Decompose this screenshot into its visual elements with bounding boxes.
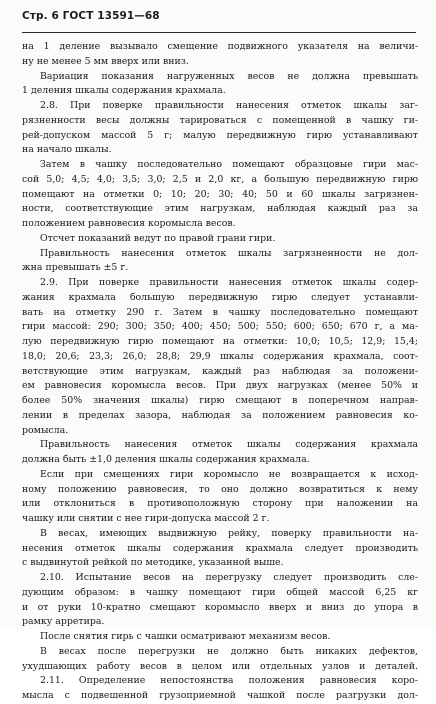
text-line: 2.8. При поверке правильности нанесения отметок шкалы заг- bbox=[40, 100, 418, 111]
text-line: В весах после перегрузки не должно быть никаких дефектов, bbox=[40, 645, 418, 657]
text-line: жания крахмала большую передвижную гирю следует устанавли- bbox=[22, 291, 418, 303]
text-line: После снятия гирь с чашки осматривают механизм весов. bbox=[40, 631, 331, 642]
text-line: Отсчет показаний ведут по правой грани гири. bbox=[40, 232, 276, 244]
text-line: вать на отметку 290 г. Затем в чашку последовательно помещают bbox=[22, 306, 418, 318]
text-line: 2.10. Испытание весов на перегрузку следует производить сле- bbox=[40, 572, 418, 583]
text-line: гири массой: 290; 300; 350; 400; 450; 500; 550; 600; 650; 670 г, а ма- bbox=[22, 321, 418, 333]
text-line: ухудшающих работу весов в целом или отдельных узлов и деталей. bbox=[22, 660, 418, 672]
document-body bbox=[22, 40, 418, 704]
text-line: чашку или снятии с нее гири-допуска массой 2 г. bbox=[22, 513, 270, 524]
text-line: более 50% значения шкалы) гирю смещают в поперечном направ- bbox=[22, 395, 418, 406]
text-line: 18,0; 20,6; 23,3; 26,0; 28,8; 29,9 шкалы содержания крахмала, соот- bbox=[22, 350, 418, 362]
text-line: Если при смещениях гири коромысло не возвращается к исход- bbox=[40, 468, 418, 480]
text-line: мысла с подвешенной грузоприемной чашкой после разгрузки дол- bbox=[22, 690, 418, 701]
text-line: Вариация показания нагруженных весов не должна превышать bbox=[40, 70, 418, 82]
text-line: рей-допуском массой 5 г; малую передвижную гирю устанавливают bbox=[22, 129, 418, 141]
text-line: и от руки 10-кратно смещают коромысло вверх и вниз до упора в bbox=[22, 601, 418, 613]
text-line: с выдвинутой рейкой по методике, указанной выше. bbox=[22, 557, 284, 569]
text-line: помещают на отметки 0; 10; 20; 30; 40; 50 и 60 шкалы загрязнен- bbox=[22, 188, 418, 200]
text-line: ромысла. bbox=[22, 424, 69, 436]
text-line: 1 деления шкалы содержания крахмала. bbox=[22, 85, 226, 97]
text-line: ем равновесия коромысла весов. При двух нагрузках (менее 50% и bbox=[22, 380, 418, 392]
text-line: ному положению равновесия, то оно должно возвратиться к нему bbox=[22, 483, 418, 495]
text-line: на начало шкалы. bbox=[22, 144, 112, 156]
text-line: несения отметок шкалы содержания крахмала следует производить bbox=[22, 542, 418, 554]
text-line: Правильность нанесения отметок шкалы содержания крахмала bbox=[40, 439, 418, 451]
text-line: лую передвижную гирю помещают на отметки: 10,0; 10,5; 12,9; 15,4; bbox=[22, 336, 418, 347]
text-line: или отклониться в противоположную сторону при наложении на bbox=[22, 498, 418, 510]
text-line: лении в пределах зазора, наблюдая за положением равновесия ко- bbox=[22, 409, 418, 421]
text-line: должна быть ±1,0 деления шкалы содержания крахмала. bbox=[22, 454, 310, 465]
page-header: Стр. 6 ГОСТ 13591—68 bbox=[22, 10, 160, 22]
text-line: ну не менее 5 мм вверх или вниз. bbox=[22, 55, 189, 67]
text-line: ности, соответствующие этим нагрузкам, наблюдая каждый раз за bbox=[22, 203, 418, 215]
text-line: жна превышать ±5 г. bbox=[22, 262, 129, 274]
text-line: рязненности весы должны тарироваться с помещенной в чашку ги- bbox=[22, 114, 418, 126]
text-line: рамку арретира. bbox=[22, 616, 105, 628]
text-line: В весах, имеющих выдвижную рейку, поверку правильности на- bbox=[40, 527, 418, 539]
text-line: на 1 деление вызывало смещение подвижного указателя на величи- bbox=[22, 41, 418, 52]
text-line: Затем в чашку последовательно помещают образцовые гири мас- bbox=[40, 159, 418, 170]
text-line: сой 5,0; 4,5; 4,0; 3,5; 3,0; 2,5 и 2,0 кг, а большую передвижную гирю bbox=[22, 173, 418, 185]
text-line: Правильность нанесения отметок шкалы загрязненности не дол- bbox=[40, 247, 418, 259]
text-line: 2.9. При поверке правильности нанесения отметок шкалы содер- bbox=[40, 277, 418, 288]
text-line: ветствующие этим нагрузкам, каждый раз наблюдая за положени- bbox=[22, 365, 418, 377]
header-rule bbox=[22, 32, 416, 33]
text-line: положением равновесия коромысла весов. bbox=[22, 218, 236, 229]
text-line: дующим образом: в чашку помещают гири общей массой 6,25 кг bbox=[22, 586, 418, 598]
text-line: 2.11. Определение непостоянства положения равновесия коро- bbox=[40, 675, 418, 687]
